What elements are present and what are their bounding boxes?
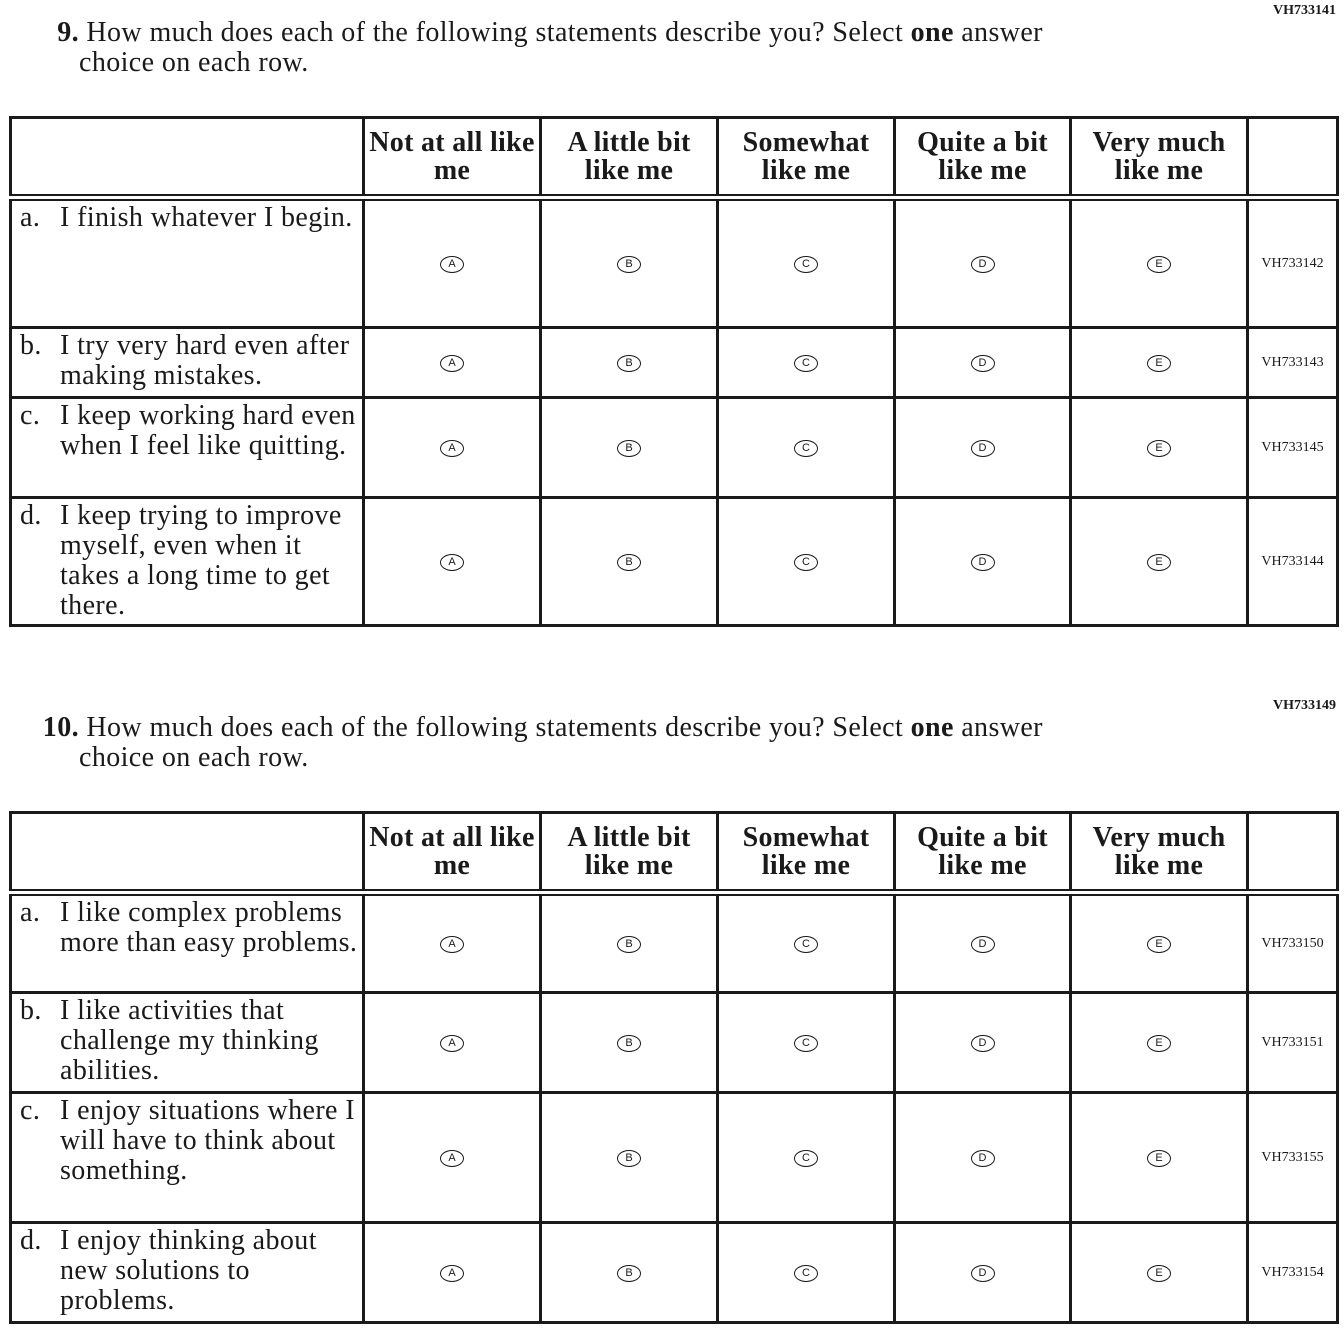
option-cell: [1071, 893, 1248, 993]
option-cell: [541, 328, 718, 398]
column-header: Somewhat like me: [718, 118, 895, 198]
table-row: [11, 893, 1338, 993]
answer-bubble-d[interactable]: D: [971, 1035, 995, 1052]
statement: [11, 1223, 364, 1323]
answer-bubble-d[interactable]: D: [971, 936, 995, 953]
header-blank: [1248, 118, 1338, 198]
option-cell: [1071, 398, 1248, 498]
option-cell: [1071, 993, 1248, 1093]
option-cell: [1071, 198, 1248, 328]
answer-bubble-a[interactable]: A: [440, 256, 464, 273]
option-cell: [895, 328, 1071, 398]
question-code: VH733149: [1273, 698, 1336, 713]
statement-text: I like activities that challenge my thinking abilities.: [60, 995, 319, 1086]
answer-bubble-a[interactable]: A: [440, 1265, 464, 1282]
option-cell: [718, 198, 895, 328]
option-cell: [364, 993, 541, 1093]
statement-letter: c.: [20, 400, 41, 431]
answer-bubble-b[interactable]: B: [617, 355, 641, 372]
statement-letter: d.: [20, 500, 42, 531]
answer-bubble-b[interactable]: B: [617, 256, 641, 273]
header-row: [11, 813, 1338, 893]
answer-bubble-b[interactable]: B: [617, 1265, 641, 1282]
table-row: [11, 993, 1338, 1093]
option-cell: [1071, 1223, 1248, 1323]
answer-bubble-c[interactable]: C: [794, 440, 818, 457]
answer-bubble-b[interactable]: B: [617, 936, 641, 953]
option-cell: [364, 328, 541, 398]
statement-letter: a.: [20, 897, 41, 928]
question-number: 10.: [42, 712, 79, 743]
column-header: Quite a bit like me: [895, 813, 1071, 893]
statement: [11, 198, 364, 328]
option-cell: [1071, 1093, 1248, 1223]
statement-text: I enjoy thinking about new solutions to problems.: [60, 1225, 317, 1316]
option-cell: [895, 1093, 1071, 1223]
statement-text: I keep trying to improve myself, even when it takes a long time to get there.: [60, 500, 342, 621]
response-table: [9, 116, 1339, 627]
statement-letter: b.: [20, 995, 42, 1026]
table-row: [11, 198, 1338, 328]
item-code: VH733145: [1248, 398, 1338, 498]
item-code: VH733155: [1248, 1093, 1338, 1223]
header-blank: [11, 813, 364, 893]
answer-bubble-d[interactable]: D: [971, 554, 995, 571]
answer-bubble-c[interactable]: C: [794, 554, 818, 571]
option-cell: [1071, 328, 1248, 398]
question-line: answer: [953, 17, 1043, 48]
statement: [11, 893, 364, 993]
option-cell: [364, 198, 541, 328]
answer-bubble-a[interactable]: A: [440, 1035, 464, 1052]
statement-text: I finish whatever I begin.: [60, 202, 353, 233]
response-table: [9, 811, 1339, 1324]
statement-letter: a.: [20, 202, 41, 233]
option-cell: [541, 1093, 718, 1223]
answer-bubble-d[interactable]: D: [971, 256, 995, 273]
column-header: Somewhat like me: [718, 813, 895, 893]
table-row: [11, 498, 1338, 626]
question-text: [24, 18, 1174, 78]
answer-bubble-e[interactable]: E: [1147, 355, 1171, 372]
statement-text: I enjoy situations where I will have to think about something.: [60, 1095, 355, 1186]
answer-bubble-c[interactable]: C: [794, 1150, 818, 1167]
item-code: VH733144: [1248, 498, 1338, 626]
answer-bubble-e[interactable]: E: [1147, 256, 1171, 273]
question-line: How much does each of the following statements describe you? Select: [86, 17, 911, 48]
column-header: Quite a bit like me: [895, 118, 1071, 198]
column-header: A little bit like me: [541, 813, 718, 893]
statement: [11, 993, 364, 1093]
table-row: [11, 1223, 1338, 1323]
option-cell: [541, 498, 718, 626]
option-cell: [718, 993, 895, 1093]
option-cell: [364, 398, 541, 498]
option-cell: [718, 1093, 895, 1223]
answer-bubble-c[interactable]: C: [794, 355, 818, 372]
question-line: choice on each row.: [79, 47, 309, 78]
answer-bubble-d[interactable]: D: [971, 440, 995, 457]
statement-letter: d.: [20, 1225, 42, 1256]
answer-bubble-e[interactable]: E: [1147, 1035, 1171, 1052]
statement-text: I like complex problems more than easy problems.: [60, 897, 358, 958]
answer-bubble-a[interactable]: A: [440, 936, 464, 953]
question-text: [24, 713, 1174, 773]
item-code: VH733150: [1248, 893, 1338, 993]
column-header: Very much like me: [1071, 118, 1248, 198]
option-cell: [364, 1093, 541, 1223]
answer-bubble-e[interactable]: E: [1147, 554, 1171, 571]
option-cell: [895, 398, 1071, 498]
question-emphasis: one: [910, 712, 954, 743]
answer-bubble-d[interactable]: D: [971, 1150, 995, 1167]
option-cell: [895, 1223, 1071, 1323]
answer-bubble-a[interactable]: A: [440, 554, 464, 571]
answer-bubble-a[interactable]: A: [440, 1150, 464, 1167]
item-code: VH733151: [1248, 993, 1338, 1093]
answer-bubble-b[interactable]: B: [617, 1035, 641, 1052]
answer-bubble-d[interactable]: D: [971, 1265, 995, 1282]
question-emphasis: one: [910, 17, 954, 48]
answer-bubble-b[interactable]: B: [617, 1150, 641, 1167]
option-cell: [718, 398, 895, 498]
table-row: [11, 1093, 1338, 1223]
table-row: [11, 328, 1338, 398]
answer-bubble-e[interactable]: E: [1147, 1265, 1171, 1282]
option-cell: [541, 398, 718, 498]
option-cell: [895, 993, 1071, 1093]
answer-bubble-a[interactable]: A: [440, 440, 464, 457]
answer-bubble-e[interactable]: E: [1147, 936, 1171, 953]
statement-letter: c.: [20, 1095, 41, 1126]
header-row: [11, 118, 1338, 198]
answer-bubble-c[interactable]: C: [794, 936, 818, 953]
question-number: 9.: [57, 17, 79, 48]
answer-bubble-b[interactable]: B: [617, 554, 641, 571]
statement: [11, 398, 364, 498]
option-cell: [541, 993, 718, 1093]
answer-bubble-c[interactable]: C: [794, 1035, 818, 1052]
column-header: Not at all like me: [364, 813, 541, 893]
question-line: choice on each row.: [79, 742, 309, 773]
item-code: VH733154: [1248, 1223, 1338, 1323]
column-header: Very much like me: [1071, 813, 1248, 893]
option-cell: [364, 893, 541, 993]
option-cell: [895, 198, 1071, 328]
option-cell: [1071, 498, 1248, 626]
option-cell: [718, 1223, 895, 1323]
statement-text: I keep working hard even when I feel like quitting.: [60, 400, 356, 461]
statement-text: I try very hard even after making mistakes.: [60, 330, 350, 391]
answer-bubble-e[interactable]: E: [1147, 1150, 1171, 1167]
header-blank: [11, 118, 364, 198]
question-code: VH733141: [1273, 3, 1336, 18]
answer-bubble-b[interactable]: B: [617, 440, 641, 457]
answer-bubble-d[interactable]: D: [971, 355, 995, 372]
question-line: answer: [953, 712, 1043, 743]
answer-bubble-a[interactable]: A: [440, 355, 464, 372]
answer-bubble-c[interactable]: C: [794, 256, 818, 273]
option-cell: [364, 1223, 541, 1323]
option-cell: [718, 893, 895, 993]
statement: [11, 498, 364, 626]
option-cell: [541, 893, 718, 993]
question-line: How much does each of the following statements describe you? Select: [86, 712, 911, 743]
statement: [11, 1093, 364, 1223]
table-row: [11, 398, 1338, 498]
header-blank: [1248, 813, 1338, 893]
column-header: A little bit like me: [541, 118, 718, 198]
item-code: VH733143: [1248, 328, 1338, 398]
statement-letter: b.: [20, 330, 42, 361]
option-cell: [718, 498, 895, 626]
option-cell: [541, 198, 718, 328]
item-code: VH733142: [1248, 198, 1338, 328]
answer-bubble-c[interactable]: C: [794, 1265, 818, 1282]
option-cell: [895, 498, 1071, 626]
option-cell: [718, 328, 895, 398]
option-cell: [364, 498, 541, 626]
column-header: Not at all like me: [364, 118, 541, 198]
option-cell: [895, 893, 1071, 993]
statement: [11, 328, 364, 398]
answer-bubble-e[interactable]: E: [1147, 440, 1171, 457]
option-cell: [541, 1223, 718, 1323]
